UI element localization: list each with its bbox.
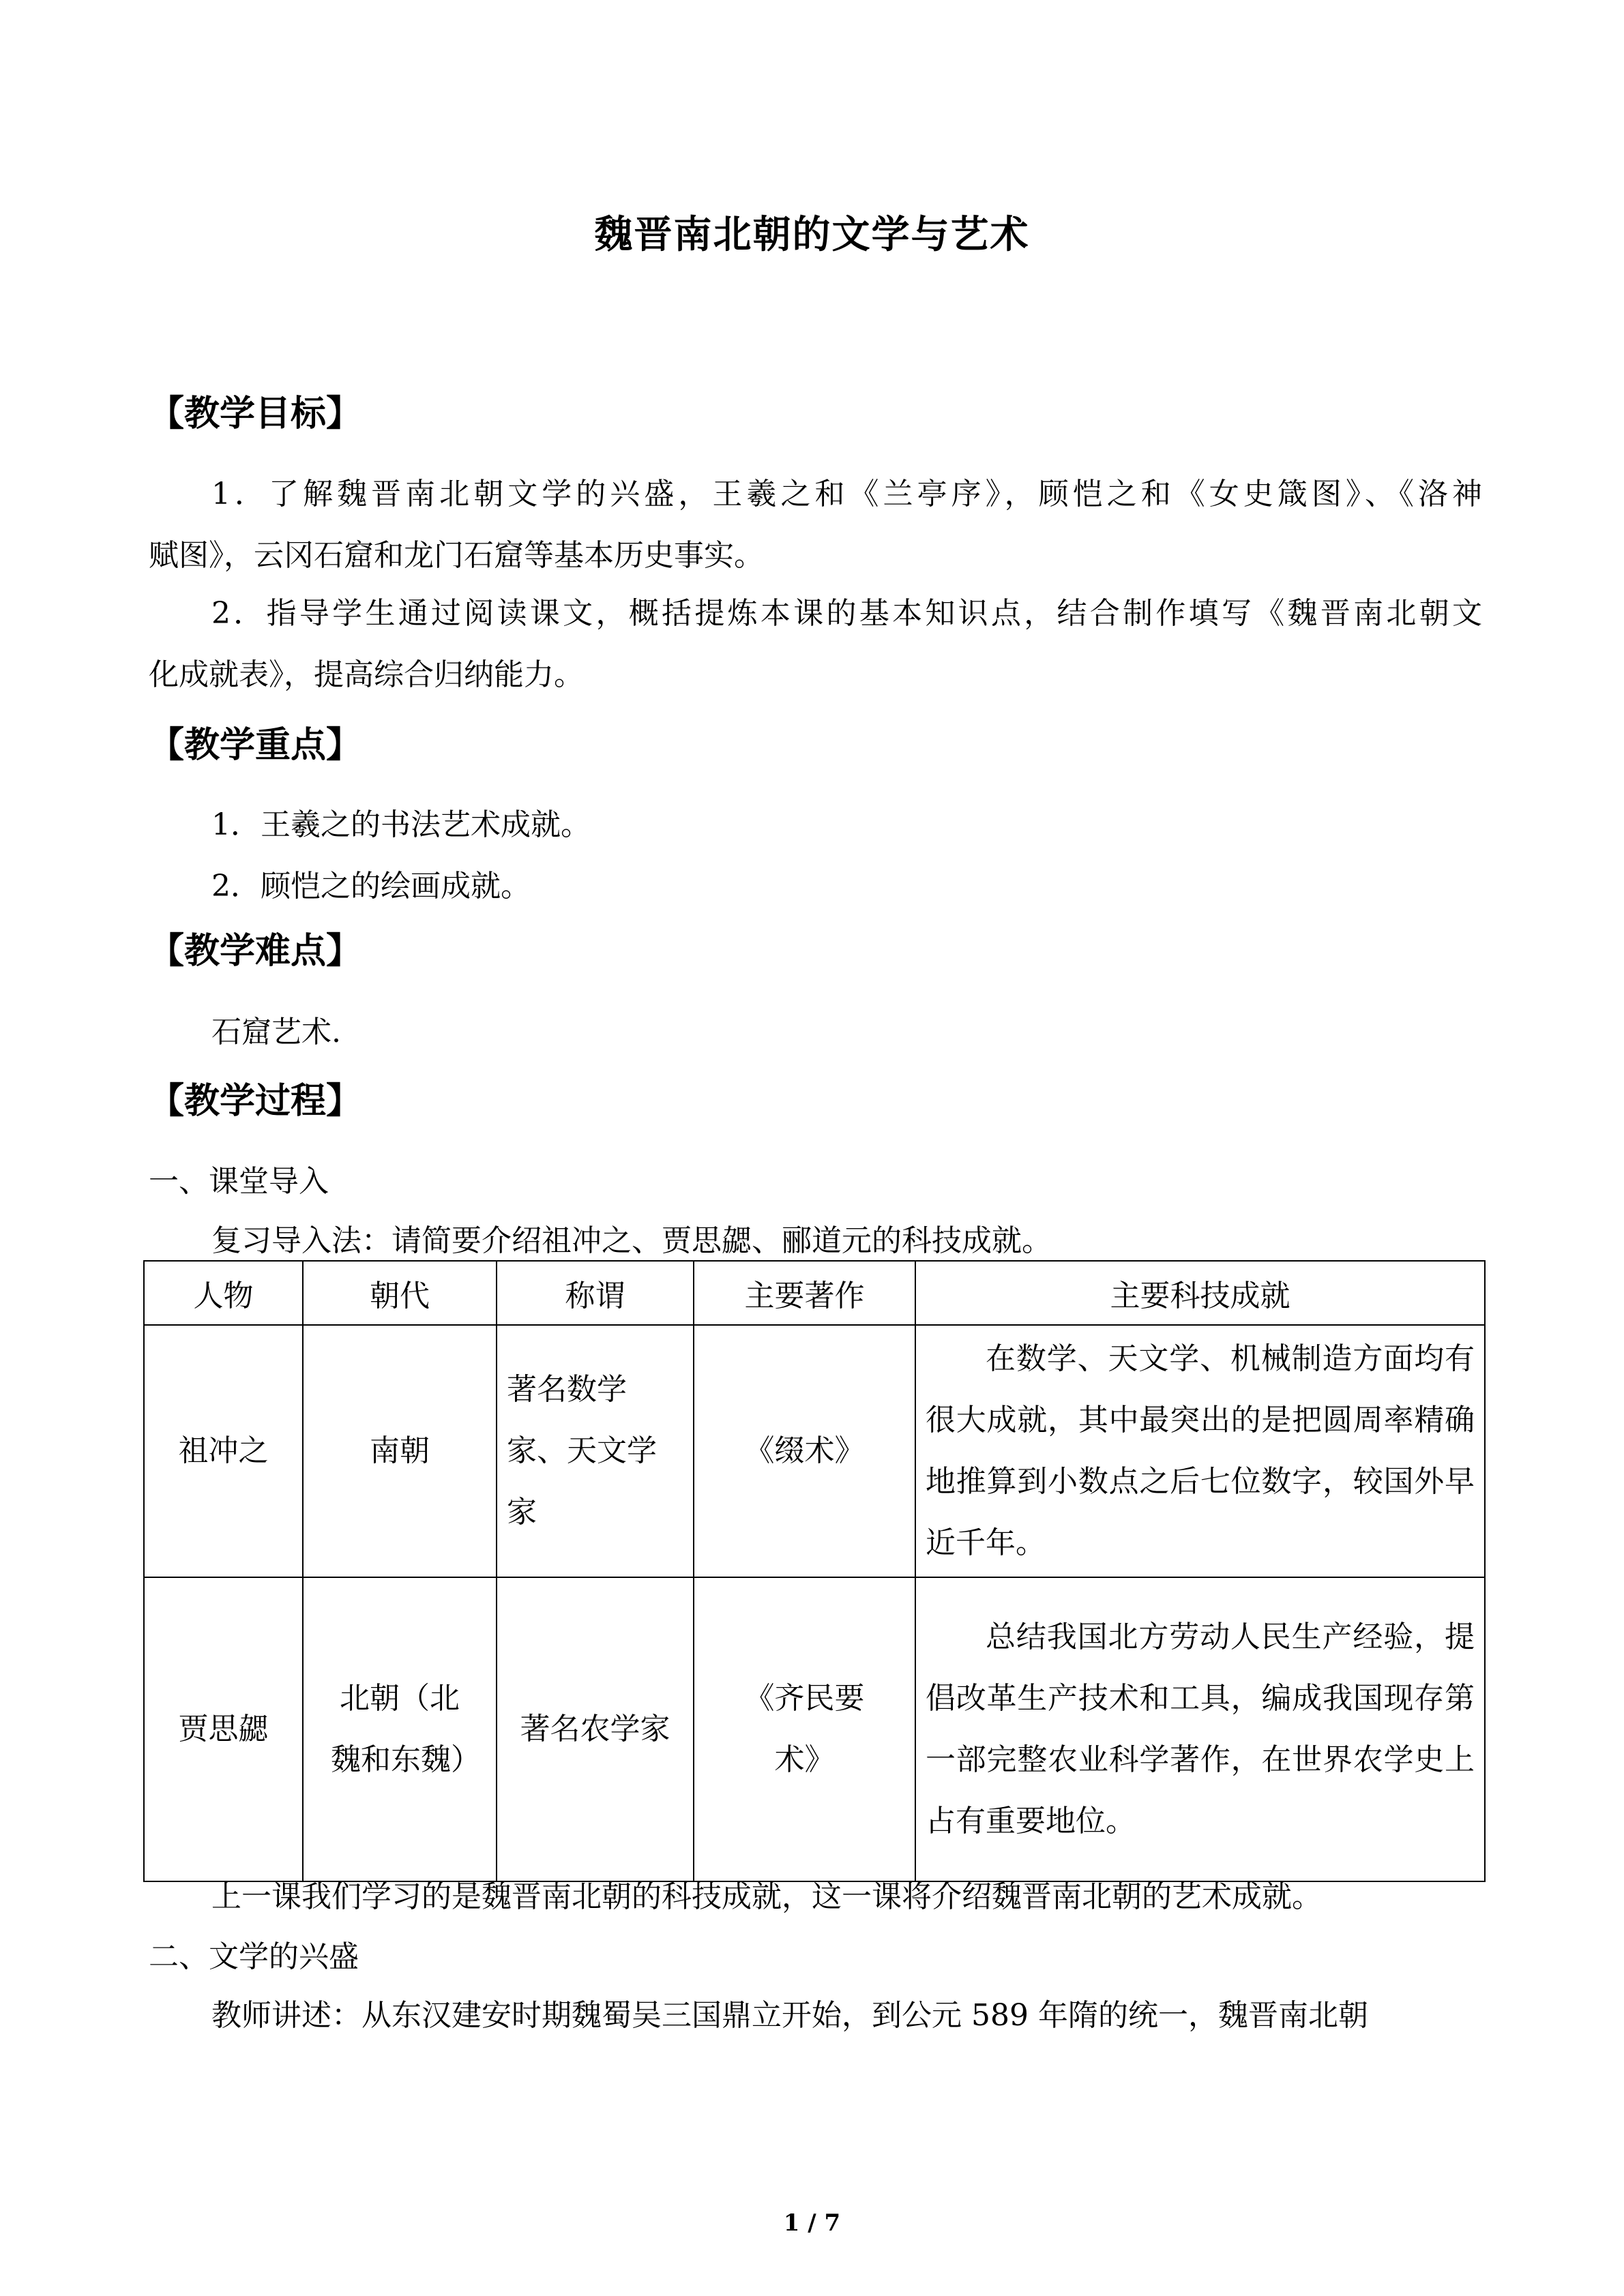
table-header-row [144,1261,1485,1325]
table-header-cell: 主要科技成就 [915,1261,1485,1325]
table-cell-dynasty: 北朝（北魏和东魏） [303,1577,497,1881]
table-cell-title: 著名农学家 [497,1577,694,1881]
heading-teaching-process: 【教学过程】 [149,1080,362,1122]
table-row [144,1325,1485,1577]
after-table-text: 上一课我们学习的是魏晋南北朝的科技成就，这一课将介绍魏晋南北朝的艺术成就。 [211,1879,1322,1914]
page-indicator: 1 / 7 [783,2209,841,2237]
document-title: 魏晋南北朝的文学与艺术 [594,212,1030,257]
table-cell-achievement: 总结我国北方劳动人民生产经验，提倡改革生产技术和工具，编成我国现存第一部完整农业科学著作，在世界农学史上占有重要地位。 [915,1577,1485,1881]
table-row [144,1577,1485,1881]
difficulty-1: 石窟艺术. [211,1015,341,1049]
table-cell-dynasty: 南朝 [303,1325,497,1577]
table-cell-work: 《齐民要术》 [694,1577,915,1881]
table-header-cell: 主要著作 [694,1261,915,1325]
key-point-2: 2．顾恺之的绘画成就。 [211,869,531,904]
goal-line-4: 化成就表》，提高综合归纳能力。 [149,657,584,692]
table-header-cell: 朝代 [303,1261,497,1325]
heading-difficulties: 【教学难点】 [149,930,362,972]
table-cell-person: 贾思勰 [144,1577,303,1881]
goal-line-3: 2．指导学生通过阅读课文，概括提炼本课的基本知识点，结合制作填写《魏晋南北朝文 [211,596,1482,631]
goal-line-1: 1．了解魏晋南北朝文学的兴盛，王羲之和《兰亭序》，顾恺之和《女史箴图》、《洛神 [211,477,1482,511]
heading-teaching-goals: 【教学目标】 [149,393,362,434]
table-cell-achievement: 在数学、天文学、机械制造方面均有很大成就，其中最突出的是把圆周率精确地推算到小数点之后七位数字，较国外早近千年。 [915,1325,1485,1577]
section-intro-text: 复习导入法：请简要介绍祖冲之、贾思勰、郦道元的科技成就。 [211,1223,1052,1258]
table-cell-title: 著名数学家、天文学家 [497,1325,694,1577]
section-intro-title: 一、课堂导入 [149,1164,329,1199]
science-achievements-table [143,1260,1486,1882]
table-header-cell: 称谓 [497,1261,694,1325]
table-cell-person: 祖冲之 [144,1325,303,1577]
goal-line-2: 赋图》，云冈石窟和龙门石窟等基本历史事实。 [149,538,764,573]
table-cell-work: 《缀术》 [694,1325,915,1577]
section-literature-text: 教师讲述：从东汉建安时期魏蜀吴三国鼎立开始，到公元 589 年隋的统一，魏晋南北朝 [211,1998,1368,2033]
section-literature-title: 二、文学的兴盛 [149,1939,359,1974]
key-point-1: 1．王羲之的书法艺术成就。 [211,807,591,842]
heading-key-points: 【教学重点】 [149,724,362,766]
table-header-cell: 人物 [144,1261,303,1325]
